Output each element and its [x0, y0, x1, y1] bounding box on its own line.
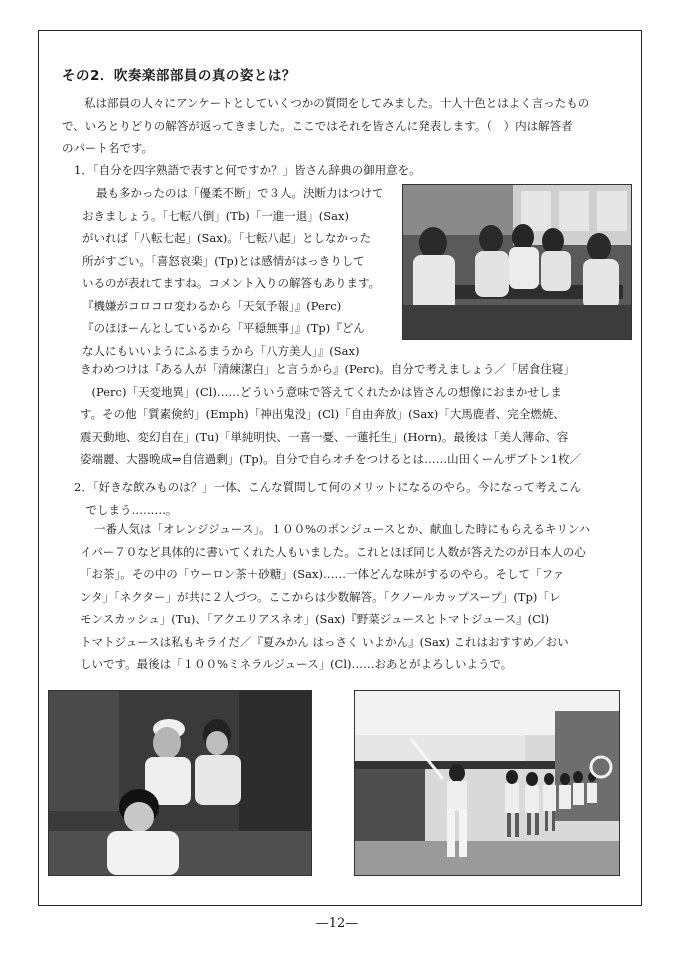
q1-line: 所がすごい。「喜怒哀楽」(Tp)とは感情がはっきりして	[82, 253, 365, 268]
page-number: —12—	[315, 916, 359, 931]
q1-narrow-text	[82, 182, 384, 362]
q1-line: 『のほほーんとしているから「平穏無事」』(Tp)『どん	[82, 321, 365, 335]
q1-wide-text	[80, 358, 581, 471]
q1-line: おきましょう。「七転八倒」(Tb)「一進一退」(Sax)	[82, 208, 349, 223]
q2-line: 一番人気は「オレンジジュース」。１００%のポンジュースとか、献血した時にもらえるキリンハ	[94, 522, 591, 536]
q1-line: がいれば「八転七起」(Sax)。「七転八起」としなかった	[82, 231, 371, 245]
q2-line: モンスカッシュ」(Tu)、「アクエリアスネオ」(Sax)『野菜ジュースとトマトジュース』(Cl)	[80, 612, 550, 626]
q1-line: いるのが表れてますね。コメント入りの解答もあります。	[82, 276, 381, 290]
q1-line: 姿端麗、大器晩成⇒自信過剰」(Tp)。自分で自らオチをつけるとは……山田くーんザブトン1枚／	[80, 452, 581, 466]
intro-paragraph	[62, 92, 590, 160]
q1-line: きわめつけは『ある人が「清練潔白」と言うから』(Perc)。自分で考えましょう／「居食住寝」	[80, 362, 575, 376]
q2-line: しいです。最後は「１００%ミネラルジュース」(Cl)……おあとがよろしいようで。	[80, 657, 513, 671]
q1-line: 最も多かったのは「優柔不断」で３人。決断力はつけて	[96, 186, 384, 200]
q1-line: す。その他「質素倹約」(Emph)「神出鬼没」(Cl)「自由奔放」(Sax)「大馬鹿者、完全燃焼、	[80, 407, 565, 421]
intro-line: のパート名です。	[62, 141, 154, 155]
q1-line: な人にもいいようにふるまうから「八方美人」』(Sax)	[82, 343, 360, 358]
q2-body	[80, 518, 590, 676]
intro-line: で、いろとりどりの解答が返ってきました。ここではそれを皆さんに発表します。（ ）内は解答者	[62, 118, 573, 133]
classroom-photo	[402, 184, 632, 340]
q1-line: (Perc)「天変地異」(Cl)……どういう意味で答えてくれたかは皆さんの想像におまかせしま	[80, 384, 562, 399]
q2-heading-line: でしまう………。	[74, 502, 178, 517]
marching-band-photo	[354, 690, 620, 876]
students-photo	[48, 690, 312, 876]
q2-heading-line: 2．「好きな飲みものは？」一体、こんな質問して何のメリットになるのやら。今になって考えこん	[74, 480, 582, 494]
section-title: その2．吹奏楽部部員の真の姿とは？	[62, 68, 296, 84]
q2-line: イパー７０など具体的に書いてくれた人もいました。これとほぼ同じ人数が答えたのが日本人の心	[80, 544, 586, 559]
q1-line: 『機嫌がコロコロ変わるから「天気予報」』(Perc)	[82, 298, 342, 313]
q2-line: トマトジュースは私もキライだ／『夏みかん はっさく いよかん』(Sax) これはおすすめ／おい	[80, 634, 569, 649]
q1-heading	[74, 159, 421, 182]
q2-line: 「お茶」。その中の「ウーロン茶＋砂糖」(Sax)……一体どんな味がするのやら。そして「ファ	[80, 567, 565, 581]
q2-line: ンタ」「ネクター」が共に２人づつ。ここからは少数解答。「クノールカップスープ」(Tp)「レ	[80, 589, 561, 604]
q1-line: 震天動地、変幻自在」(Tu)「単純明快、一喜一憂、一蓮托生」(Horn)。最後は「美人薄命、容	[80, 429, 569, 444]
q2-heading	[74, 476, 581, 521]
q1-heading-text: 1．「自分を四字熟語で表すと何ですか？」皆さん辞典の御用意を。	[74, 163, 421, 177]
intro-line: 私は部員の人々にアンケートとしていくつかの質問をしてみました。十人十色とはよく言ったもの	[84, 96, 590, 110]
